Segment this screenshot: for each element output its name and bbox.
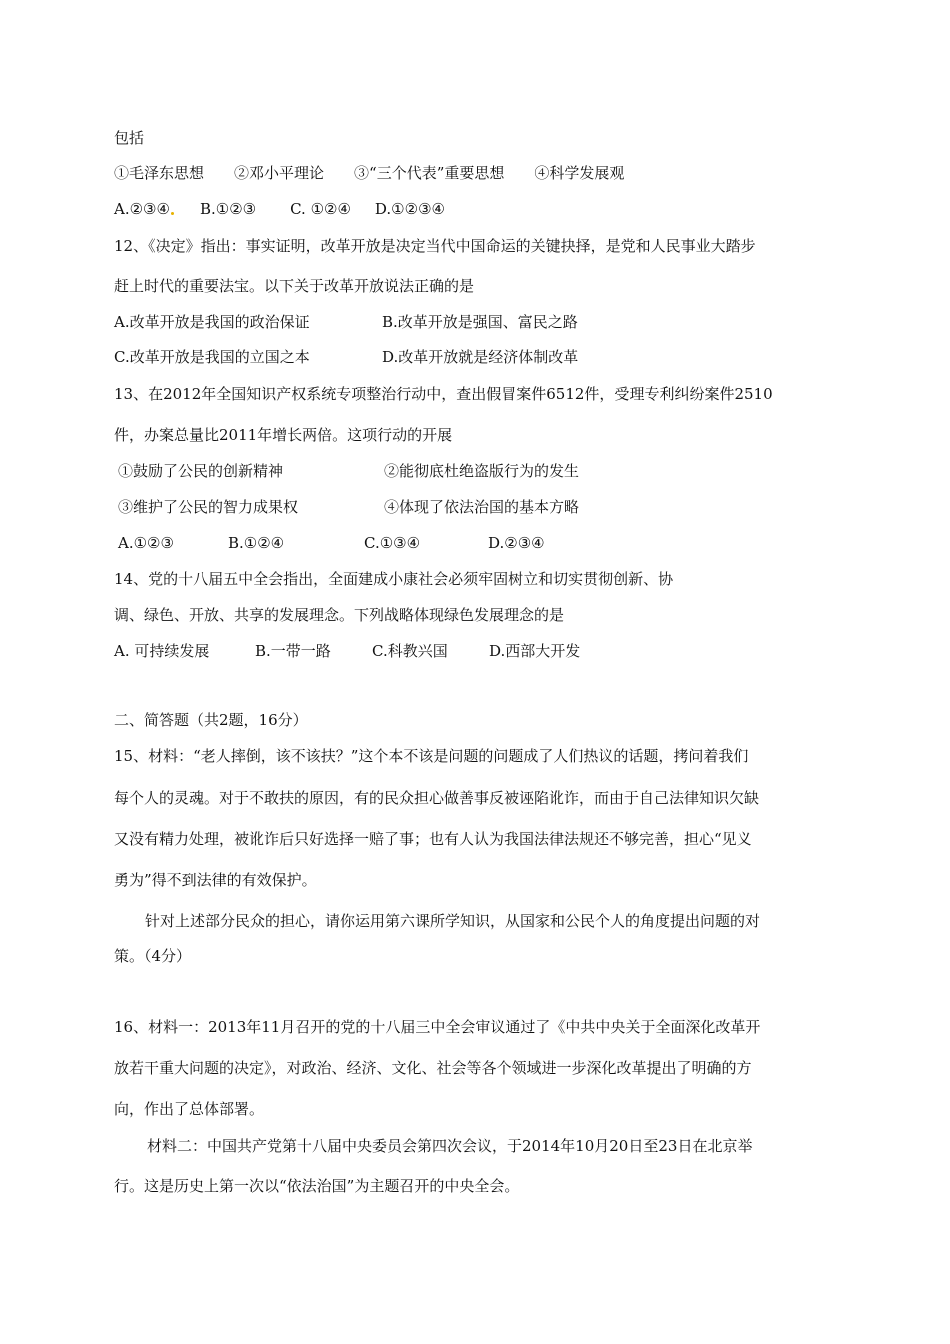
q13-items-row-1: [118, 461, 579, 481]
q11-option-c: C. ①②④: [290, 200, 351, 218]
q16-line-4: 材料二：中国共产党第十八届中央委员会第四次会议，于2014年10月20日至23日在北京举: [147, 1137, 753, 1155]
q13-options: [118, 533, 545, 553]
q13-item-3: ③维护了公民的智力成果权: [118, 498, 299, 516]
q15-line-5: 针对上述部分民众的担心，请你运用第六课所学知识，从国家和公民个人的角度提出问题的对: [145, 912, 761, 930]
text-line: 包括: [114, 129, 145, 147]
q12-option-c: C.改革开放是我国的立国之本: [114, 348, 310, 366]
q13-line-1: 13、在2012年全国知识产权系统专项整治行动中，查出假冒案件6512件，受理专利纠纷案件2510: [114, 385, 773, 403]
q12-option-b: B.改革开放是强国、富民之路: [382, 313, 578, 331]
q11-items: [114, 163, 624, 183]
q13-item-1: ①鼓励了公民的创新精神: [118, 462, 284, 480]
q14-options: [114, 641, 580, 661]
q13-line-2: 件，办案总量比2011年增长两倍。这项行动的开展: [114, 426, 453, 444]
q11-item-1: ①毛泽东思想: [114, 164, 205, 182]
q14-option-b: B.一带一路: [255, 642, 331, 660]
q11-options: [114, 199, 445, 219]
q13-item-2: ②能彻底杜绝盗版行为的发生: [384, 462, 580, 480]
q15-line-3: 又没有精力处理，被讹诈后只好选择一赔了事；也有人认为我国法律法规还不够完善，担心“见义: [114, 830, 752, 848]
q14-option-a: A. 可持续发展: [114, 642, 210, 660]
q12-options-row-1: [114, 312, 578, 332]
section-heading: 二、简答题（共2题，16分）: [114, 711, 308, 729]
q15-line-1: 15、材料：“老人摔倒，该不该扶？”这个本不该是问题的问题成了人们热议的话题，拷问着我们: [114, 747, 749, 765]
q13-item-4: ④体现了依法治国的基本方略: [384, 498, 580, 516]
q13-items-row-2: [118, 497, 579, 517]
q11-item-3: ③“三个代表”重要思想: [354, 164, 505, 182]
q12-option-d: D.改革开放就是经济体制改革: [382, 348, 579, 366]
q11-item-4: ④科学发展观: [534, 164, 625, 182]
q14-line-2: 调、绿色、开放、共享的发展理念。下列战略体现绿色发展理念的是: [114, 606, 565, 624]
q12-options-row-2: [114, 347, 578, 367]
q11-item-2: ②邓小平理论: [234, 164, 325, 182]
q16-line-1: 16、材料一：2013年11月召开的党的十八届三中全会审议通过了《中共中央关于全面深化改革开: [114, 1018, 761, 1036]
q13-option-b: B.①②④: [228, 534, 285, 552]
q12-line-2: 赶上时代的重要法宝。以下关于改革开放说法正确的是: [114, 277, 475, 295]
q13-option-a: A.①②③: [118, 534, 174, 552]
q14-line-1: 14、党的十八届五中全会指出，全面建成小康社会必须牢固树立和切实贯彻创新、协: [114, 570, 674, 588]
q16-line-2: 放若干重大问题的决定》，对政治、经济、文化、社会等各个领域进一步深化改革提出了明确的方: [114, 1059, 752, 1077]
q12-line-1: 12、《决定》指出：事实证明，改革开放是决定当代中国命运的关键抉择，是党和人民事业大踏步: [114, 237, 756, 255]
highlight-dot: [171, 212, 174, 215]
q13-option-c: C.①③④: [364, 534, 421, 552]
q14-option-c: C.科教兴国: [372, 642, 448, 660]
q11-option-a: A.②③④: [114, 200, 170, 218]
q11-option-d: D.①②③④: [374, 200, 445, 218]
q12-option-a: A.改革开放是我国的政治保证: [114, 313, 310, 331]
q15-line-4: 勇为”得不到法律的有效保护。: [114, 871, 317, 889]
q11-option-b: B.①②③: [199, 200, 257, 218]
q15-line-2: 每个人的灵魂。对于不敢扶的原因，有的民众担心做善事反被诬陷讹诈，而由于自己法律知识欠缺: [114, 789, 760, 807]
q15-line-6: 策。（4分）: [114, 947, 192, 965]
q16-line-5: 行。这是历史上第一次以“依法治国”为主题召开的中央全会。: [114, 1177, 520, 1195]
q14-option-d: D.西部大开发: [489, 642, 581, 660]
q13-option-d: D.②③④: [488, 534, 545, 552]
q16-line-3: 向，作出了总体部署。: [114, 1100, 265, 1118]
